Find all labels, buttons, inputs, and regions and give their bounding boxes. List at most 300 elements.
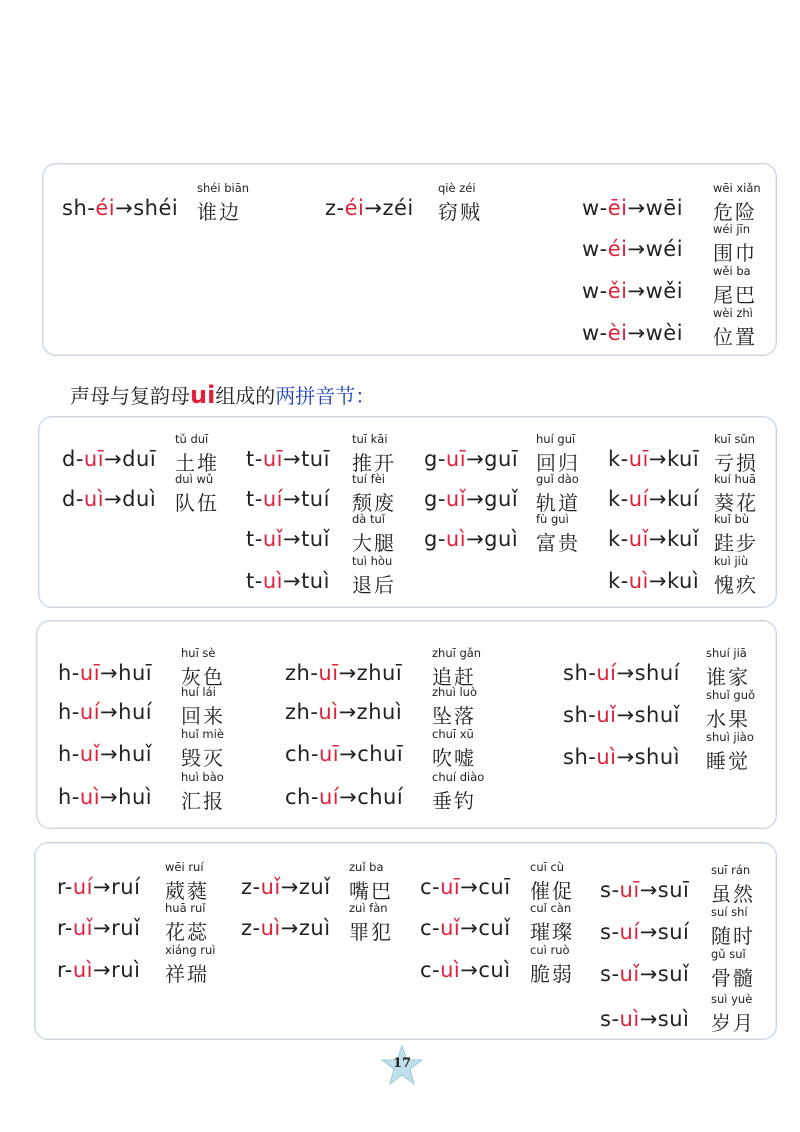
initial: sh-: [563, 703, 597, 727]
initial: k-: [608, 569, 629, 593]
syllable-entry: [600, 992, 755, 1035]
initial: ch-: [285, 742, 319, 766]
syllable-entry: [563, 730, 754, 773]
initial: d-: [62, 447, 84, 471]
final: uí: [72, 875, 94, 899]
word-pinyin: xiáng ruì: [165, 943, 216, 957]
syllable-entry: [58, 685, 225, 728]
initial: t-: [246, 527, 263, 551]
final: uī: [318, 661, 339, 685]
heading-blue: 两拼音节：: [275, 384, 376, 408]
pinyin-spelling: [62, 196, 178, 220]
word-hanzi: 跬步: [714, 531, 758, 555]
example-word: [165, 901, 209, 945]
syllable-entry: [62, 432, 219, 475]
final: uī: [318, 742, 340, 766]
final: uì: [79, 785, 101, 809]
word-hanzi: 轨道: [536, 491, 580, 515]
word-hanzi: 葵花: [714, 491, 758, 515]
pinyin-spelling: [246, 527, 330, 551]
pinyin-spelling: [582, 321, 683, 345]
word-pinyin: huǐ miè: [181, 727, 224, 741]
example-word: [711, 905, 755, 949]
syllable-result: →tuī: [282, 447, 330, 471]
syllable-entry: [285, 770, 485, 813]
initial: z-: [325, 196, 345, 220]
word-hanzi: 富贵: [536, 531, 580, 555]
example-word: [706, 688, 756, 732]
syllable-result: →ruì: [93, 958, 141, 982]
initial: z-: [241, 875, 261, 899]
syllable-entry: [62, 181, 250, 224]
initial: zh-: [285, 700, 319, 724]
syllable-result: →kuí: [648, 487, 700, 511]
pinyin-spelling: [285, 661, 402, 685]
syllable-result: →wēi: [627, 196, 684, 220]
syllable-result: →zuǐ: [280, 875, 331, 899]
word-pinyin: wēi xiǎn: [713, 181, 761, 195]
final: uì: [260, 916, 281, 940]
initial: t-: [246, 487, 263, 511]
example-word: [175, 472, 219, 516]
syllable-entry: [325, 181, 482, 224]
initial: c-: [420, 875, 441, 899]
word-hanzi: 脆弱: [530, 962, 574, 986]
syllable-result: →cuǐ: [460, 916, 511, 940]
syllable-result: →cuì: [460, 958, 511, 982]
syllable-result: →tuí: [282, 487, 330, 511]
word-hanzi: 随时: [711, 924, 755, 948]
syllable-result: →huì: [100, 785, 153, 809]
syllable-result: →wéi: [627, 237, 684, 261]
initial: k-: [608, 447, 629, 471]
word-pinyin: tuī kāi: [352, 432, 388, 446]
word-pinyin: wēi ruí: [165, 860, 204, 874]
word-pinyin: kuī sǔn: [714, 432, 756, 446]
example-word: [711, 992, 755, 1036]
syllable-result: →chuí: [339, 785, 404, 809]
word-pinyin: kuì jiù: [714, 554, 749, 568]
initial: sh-: [62, 196, 96, 220]
word-pinyin: zuì fàn: [349, 901, 388, 915]
syllable-result: →kuī: [648, 447, 700, 471]
example-word: [713, 306, 757, 350]
word-hanzi: 罪犯: [349, 920, 393, 944]
word-hanzi: 璀璨: [530, 920, 574, 944]
initial: z-: [241, 916, 261, 940]
pinyin-spelling: [420, 875, 511, 899]
example-word: [530, 860, 574, 904]
syllable-entry: [246, 432, 396, 475]
final: uī: [262, 447, 283, 471]
syllable-entry: [57, 860, 209, 903]
pinyin-spelling: [246, 447, 330, 471]
syllable-result: →zuì: [280, 916, 331, 940]
pinyin-spelling: [600, 878, 689, 902]
final: èi: [607, 321, 628, 345]
syllable-entry: [241, 901, 393, 944]
initial: zh-: [285, 661, 319, 685]
syllable-entry: [424, 472, 580, 515]
syllable-result: →chuī: [339, 742, 404, 766]
initial: r-: [57, 875, 73, 899]
page-number: 17: [392, 1056, 412, 1071]
syllable-result: →zhuì: [338, 700, 403, 724]
word-pinyin: qiè zéi: [438, 181, 476, 195]
final: uǐ: [628, 527, 649, 551]
word-pinyin: zhuī gǎn: [432, 646, 482, 660]
pinyin-spelling: [285, 742, 403, 766]
syllable-result: →guǐ: [466, 487, 519, 511]
pinyin-spelling: [424, 527, 518, 551]
word-pinyin: cuī cù: [530, 860, 565, 874]
final: uì: [262, 569, 283, 593]
final: éi: [344, 196, 365, 220]
initial: r-: [57, 916, 73, 940]
word-pinyin: dà tuǐ: [352, 512, 385, 526]
syllable-result: →suǐ: [639, 962, 690, 986]
pinyin-spelling: [424, 447, 518, 471]
syllable-entry: [241, 860, 393, 903]
syllable-result: →cuī: [460, 875, 511, 899]
syllable-entry: [420, 901, 574, 944]
pinyin-spelling: [424, 487, 518, 511]
example-word: [432, 685, 477, 729]
word-pinyin: wèi zhì: [713, 306, 753, 320]
example-word: [711, 863, 755, 907]
syllable-result: →kuǐ: [648, 527, 700, 551]
syllable-entry: [57, 943, 216, 986]
pinyin-spelling: [582, 279, 683, 303]
syllable-entry: [563, 688, 756, 731]
word-hanzi: 垂钓: [432, 789, 476, 813]
final: uí: [596, 661, 617, 685]
word-pinyin: huì bào: [181, 770, 224, 784]
word-pinyin: cuǐ càn: [530, 901, 572, 915]
initial: k-: [608, 527, 629, 551]
syllable-result: →zéi: [364, 196, 414, 220]
word-hanzi: 催促: [530, 879, 574, 903]
example-word: [713, 181, 761, 225]
example-word: [432, 770, 485, 814]
example-word: [536, 512, 580, 556]
syllable-entry: [58, 727, 225, 770]
pinyin-spelling: [58, 700, 152, 724]
syllable-result: →zhuī: [338, 661, 403, 685]
syllable-entry: [246, 554, 396, 597]
initial: w-: [582, 279, 608, 303]
final: uǐ: [72, 916, 94, 940]
example-word: [714, 554, 758, 598]
syllable-result: →wěi: [627, 279, 684, 303]
word-pinyin: gǔ suǐ: [711, 947, 746, 961]
syllable-result: →kuì: [648, 569, 700, 593]
final: uì: [83, 487, 105, 511]
initial: g-: [424, 527, 446, 551]
syllable-result: →suì: [639, 1007, 690, 1031]
example-word: [165, 860, 209, 904]
pinyin-spelling: [608, 447, 699, 471]
pinyin-spelling: [600, 920, 689, 944]
pinyin-spelling: [582, 196, 683, 220]
word-pinyin: suī rán: [711, 863, 751, 877]
initial: t-: [246, 569, 263, 593]
syllable-result: →tuì: [282, 569, 330, 593]
word-pinyin: huā ruǐ: [165, 901, 206, 915]
pinyin-spelling: [608, 527, 699, 551]
syllable-entry: [582, 264, 757, 307]
initial: c-: [420, 916, 441, 940]
example-word: [713, 264, 757, 308]
syllable-entry: [58, 770, 225, 813]
final: uī: [445, 447, 467, 471]
example-word: [438, 181, 482, 225]
initial: s-: [600, 878, 620, 902]
pinyin-spelling: [57, 958, 140, 982]
initial: s-: [600, 1007, 620, 1031]
final: uí: [79, 700, 101, 724]
word-hanzi: 追赶: [432, 665, 476, 689]
syllable-entry: [582, 222, 757, 265]
word-pinyin: suì yuè: [711, 992, 753, 1006]
example-word: [706, 730, 754, 774]
syllable-entry: [608, 512, 758, 555]
final: uí: [619, 920, 640, 944]
word-pinyin: wěi ba: [713, 264, 751, 278]
pinyin-spelling: [608, 569, 699, 593]
heading-final: ui: [190, 381, 216, 409]
syllable-entry: [62, 472, 219, 515]
word-pinyin: suí shí: [711, 905, 748, 919]
syllable-entry: [600, 863, 755, 906]
syllable-result: →ruí: [93, 875, 141, 899]
syllable-result: →suí: [639, 920, 690, 944]
word-hanzi: 退后: [352, 573, 396, 597]
example-word: [181, 770, 225, 814]
example-word: [349, 860, 393, 904]
pinyin-spelling: [582, 237, 683, 261]
pinyin-spelling: [285, 785, 403, 809]
word-pinyin: huí lái: [181, 685, 216, 699]
word-pinyin: chuí diào: [432, 770, 485, 784]
syllable-result: →duì: [104, 487, 157, 511]
pinyin-spelling: [246, 487, 330, 511]
word-pinyin: wéi jīn: [713, 222, 751, 236]
word-hanzi: 谁家: [706, 665, 750, 689]
word-hanzi: 回归: [536, 451, 580, 475]
syllable-entry: [600, 947, 755, 990]
pinyin-spelling: [420, 916, 511, 940]
example-word: [352, 512, 396, 556]
final: ēi: [607, 196, 628, 220]
final: uī: [79, 661, 101, 685]
pinyin-spelling: [241, 916, 331, 940]
pinyin-spelling: [57, 916, 140, 940]
word-hanzi: 葳蕤: [165, 879, 209, 903]
word-pinyin: fù guì: [536, 512, 569, 526]
word-hanzi: 毁灭: [181, 746, 225, 770]
syllable-result: →ruǐ: [93, 916, 141, 940]
syllable-entry: [420, 943, 574, 986]
initial: s-: [600, 920, 620, 944]
pinyin-spelling: [57, 875, 140, 899]
pinyin-spelling: [600, 1007, 689, 1031]
pinyin-spelling: [563, 703, 680, 727]
initial: h-: [58, 661, 80, 685]
final: uī: [83, 447, 105, 471]
pinyin-spelling: [241, 875, 331, 899]
example-word: [711, 947, 755, 991]
final: ěi: [607, 279, 628, 303]
word-hanzi: 颓废: [352, 491, 396, 515]
word-pinyin: kuí huā: [714, 472, 757, 486]
syllable-result: →wèi: [627, 321, 684, 345]
word-pinyin: chuī xū: [432, 727, 474, 741]
word-hanzi: 骨髓: [711, 966, 755, 990]
word-hanzi: 窃贼: [438, 200, 482, 224]
word-hanzi: 队伍: [175, 491, 219, 515]
pinyin-spelling: [62, 487, 156, 511]
word-pinyin: huī sè: [181, 646, 216, 660]
pinyin-spelling: [420, 958, 511, 982]
section-heading: [70, 380, 375, 409]
syllable-result: →suī: [639, 878, 690, 902]
word-hanzi: 推开: [352, 451, 396, 475]
syllable-entry: [424, 432, 580, 475]
example-word: [530, 901, 574, 945]
word-pinyin: tuì hòu: [352, 554, 393, 568]
final: uí: [628, 487, 649, 511]
word-pinyin: tuí fèi: [352, 472, 385, 486]
word-hanzi: 灰色: [181, 665, 225, 689]
initial: s-: [600, 962, 620, 986]
initial: g-: [424, 487, 446, 511]
word-pinyin: kuǐ bù: [714, 512, 750, 526]
word-hanzi: 祥瑞: [165, 962, 209, 986]
syllable-entry: [58, 646, 225, 689]
final: uì: [72, 958, 94, 982]
syllable-result: →tuǐ: [282, 527, 330, 551]
pinyin-spelling: [563, 745, 680, 769]
example-word: [181, 727, 225, 771]
syllable-entry: [582, 306, 757, 349]
word-hanzi: 花蕊: [165, 920, 209, 944]
syllable-entry: [285, 727, 476, 770]
initial: t-: [246, 447, 263, 471]
final: uí: [262, 487, 283, 511]
final: uì: [619, 1007, 640, 1031]
word-hanzi: 围巾: [713, 241, 757, 265]
final: uǐ: [79, 742, 101, 766]
word-hanzi: 尾巴: [713, 283, 757, 307]
initial: sh-: [563, 661, 597, 685]
syllable-entry: [608, 472, 758, 515]
example-word: [714, 512, 758, 556]
word-hanzi: 危险: [713, 200, 757, 224]
final: uǐ: [596, 703, 617, 727]
word-pinyin: zhuì luò: [432, 685, 477, 699]
syllable-entry: [608, 432, 758, 475]
syllable-result: →huǐ: [100, 742, 153, 766]
syllable-result: →huī: [100, 661, 153, 685]
initial: sh-: [563, 745, 597, 769]
final: uì: [445, 527, 467, 551]
final: uǐ: [262, 527, 283, 551]
final: uī: [619, 878, 640, 902]
final: uì: [440, 958, 461, 982]
initial: h-: [58, 785, 80, 809]
pinyin-spelling: [285, 700, 402, 724]
initial: g-: [424, 447, 446, 471]
final: éi: [95, 196, 116, 220]
word-pinyin: shuí jiā: [706, 646, 747, 660]
initial: k-: [608, 487, 629, 511]
pinyin-spelling: [62, 447, 156, 471]
word-hanzi: 吹嘘: [432, 746, 476, 770]
word-hanzi: 汇报: [181, 789, 225, 813]
pinyin-spelling: [600, 962, 689, 986]
word-hanzi: 谁边: [197, 200, 241, 224]
word-pinyin: cuì ruò: [530, 943, 570, 957]
example-word: [713, 222, 757, 266]
word-hanzi: 虽然: [711, 882, 755, 906]
initial: c-: [420, 958, 441, 982]
final: uǐ: [260, 875, 281, 899]
word-hanzi: 岁月: [711, 1011, 755, 1035]
initial: d-: [62, 487, 84, 511]
word-hanzi: 位置: [713, 325, 757, 349]
word-hanzi: 水果: [706, 707, 750, 731]
example-word: [706, 646, 750, 690]
syllable-result: →shéi: [115, 196, 179, 220]
syllable-result: →duī: [104, 447, 157, 471]
initial: w-: [582, 237, 608, 261]
final: uì: [318, 700, 339, 724]
word-hanzi: 坠落: [432, 704, 476, 728]
final: uī: [440, 875, 461, 899]
word-hanzi: 睡觉: [706, 749, 750, 773]
final: uì: [628, 569, 649, 593]
syllable-result: →shuǐ: [616, 703, 680, 727]
syllable-entry: [246, 472, 396, 515]
syllable-entry: [246, 512, 396, 555]
pinyin-spelling: [246, 569, 330, 593]
word-pinyin: guǐ dào: [536, 472, 579, 486]
initial: h-: [58, 700, 80, 724]
word-hanzi: 土堆: [175, 451, 219, 475]
example-word: [181, 685, 225, 729]
initial: r-: [57, 958, 73, 982]
final: uǐ: [445, 487, 467, 511]
word-pinyin: shuì jiào: [706, 730, 754, 744]
final: uǐ: [619, 962, 640, 986]
example-word: [349, 901, 393, 945]
example-word: [197, 181, 250, 225]
syllable-entry: [424, 512, 580, 555]
final: uí: [318, 785, 340, 809]
syllable-entry: [563, 646, 750, 689]
word-pinyin: shéi biān: [197, 181, 250, 195]
word-hanzi: 嘴巴: [349, 879, 393, 903]
word-pinyin: zuǐ ba: [349, 860, 384, 874]
final: éi: [607, 237, 628, 261]
syllable-result: →guī: [466, 447, 519, 471]
word-pinyin: huí guī: [536, 432, 576, 446]
syllable-result: →huí: [100, 700, 153, 724]
pinyin-spelling: [58, 742, 152, 766]
initial: h-: [58, 742, 80, 766]
pinyin-spelling: [563, 661, 680, 685]
